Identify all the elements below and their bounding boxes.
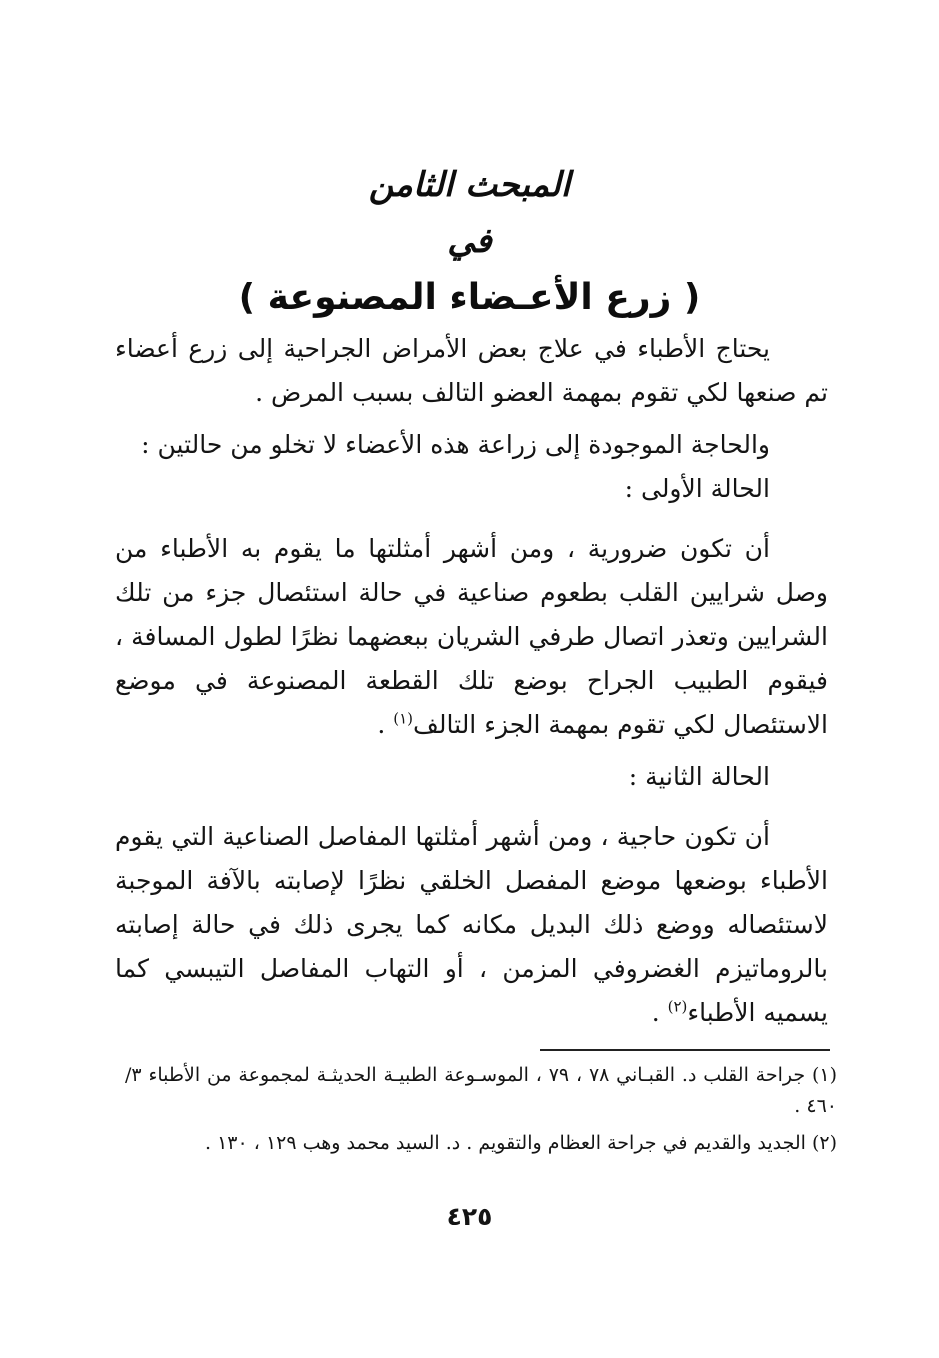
page-number: ٤٢٥ (446, 1202, 493, 1231)
section-heading (0, 158, 939, 326)
footnote-ref-1: (١) (393, 709, 414, 728)
heading-line-2: في (447, 221, 492, 261)
case1-heading: الحالة الأولى : (624, 474, 770, 503)
need-paragraph: والحاجة الموجودة إلى زراعة هذه الأعضاء لا تخلو من حالتين : (141, 430, 770, 459)
case1-paragraph (115, 527, 828, 747)
footnote-1: (١) جراحة القلب د. القبـاني ٧٨ ، ٧٩ ، الموسـوعة الطبيـة الحديثـة لمجموعة من الأطباء ٣/ ٤٦٠ . (125, 1064, 838, 1117)
heading-line-3: ( زرع الأعـضاء المصنوعة ) (238, 277, 701, 318)
case1-end: . (377, 710, 394, 739)
case2-paragraph (115, 815, 828, 1035)
footnote-divider (540, 1049, 830, 1051)
footnote-ref-2: (٢) (667, 997, 688, 1016)
case2-heading: الحالة الثانية : (628, 762, 770, 791)
case1-text: أن تكون ضرورية ، ومن أشهر أمثلتها ما يقوم به الأطباء من وصل شرايين القلب بطعوم صناعية في حالة استئصال جزء من تلك الشرايين وتعذر اتصال طرفي الشريان ببعضهما نظرًا لطول المسافة ، فيقوم الطبيب الجراح بوضع تلك القطعة المصنوعة في موضع الاستئصال لكي تقوم بمهمة الجزء التالف (115, 534, 828, 739)
intro-paragraph: يحتاج الأطباء في علاج بعض الأمراض الجراحية إلى زرع أعضاء تم صنعها لكي تقوم بمهمة العضو التالف بسبب المرض . (115, 334, 828, 407)
footnotes (125, 1060, 837, 1165)
footnote-2: (٢) الجديد والقديم في جراحة العظام والتقويم . د. السيد محمد وهب ١٢٩ ، ١٣٠ . (205, 1132, 837, 1154)
heading-line-1: المبحث الثامن (368, 165, 571, 205)
case2-text: أن تكون حاجية ، ومن أشهر أمثلتها المفاصل الصناعية التي يقوم الأطباء بوضعها موضع المفصل الخلقي نظرًا لإصابته بالآفة الموجبة لاستئصاله ووضع ذلك البديل مكانه كما يجرى ذلك في حالة إصابته بالروماتيزم الغضروفي المزمن ، أو التهاب المفاصل التيبسي كما يسميه الأطباء (115, 822, 828, 1027)
case2-end: . (651, 998, 668, 1027)
main-text (115, 327, 828, 1035)
